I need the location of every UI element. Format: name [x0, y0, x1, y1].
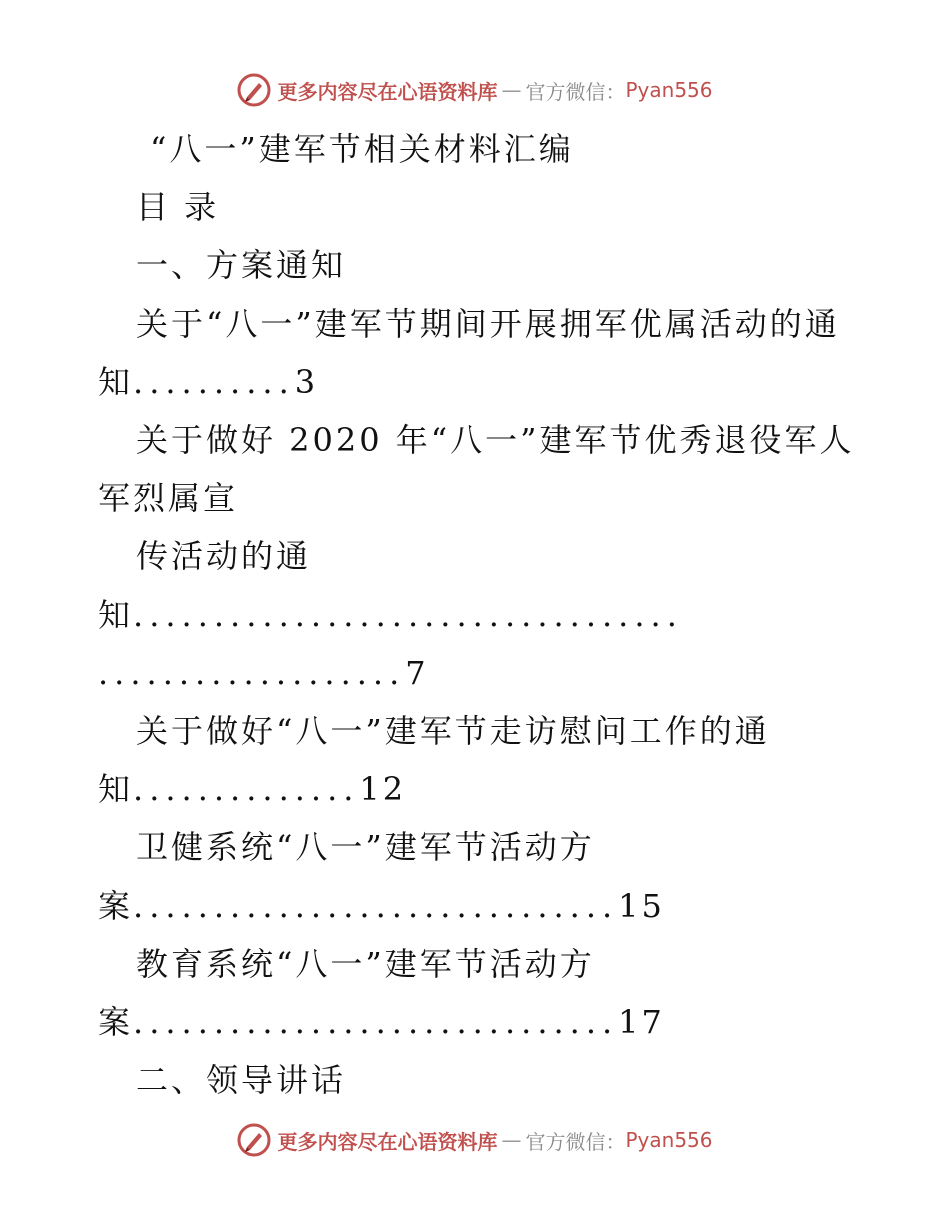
document-body	[98, 120, 858, 1109]
toc-entry-4-leader: 案..............................15	[98, 886, 665, 925]
watermark-separator: —	[501, 1128, 522, 1152]
watermark-text: 更多内容尽在心语资料库	[277, 79, 498, 104]
toc-entry-1-text: 关于“八一”建军节期间开展拥军优属活动的通	[136, 304, 840, 343]
pen-logo-icon	[237, 1123, 271, 1157]
toc-entry-2-cont: 军烈属宣	[98, 479, 239, 518]
toc-entry-1-page: 3	[294, 362, 319, 401]
toc-heading: 目 录	[136, 188, 220, 227]
pen-logo-icon	[237, 73, 271, 107]
toc-entry-3-text: 关于做好“八一”建军节走访慰问工作的通	[136, 712, 770, 751]
watermark-official-label: 官方微信：	[525, 79, 626, 104]
toc-entry-2-text: 关于做好 2020 年“八一”建军节优秀退役军人	[136, 421, 855, 460]
section-heading-2: 二、领导讲话	[136, 1061, 347, 1100]
watermark-separator: —	[501, 78, 522, 102]
toc-entry-5-leader: 案..............................17	[98, 1003, 665, 1042]
toc-entry-4-page: 15	[618, 886, 665, 925]
watermark-header	[0, 70, 950, 110]
toc-entry-2-leader-cont: ...................7	[98, 653, 429, 692]
section-heading-1: 一、方案通知	[136, 246, 347, 285]
toc-entry-5-text: 教育系统“八一”建军节活动方	[136, 944, 595, 983]
watermark-footer	[0, 1120, 950, 1160]
watermark-official-label: 官方微信：	[525, 1129, 626, 1154]
toc-entry-5-page: 17	[618, 1003, 665, 1042]
document-title: “八一”建军节相关材料汇编	[150, 130, 574, 168]
watermark-wechat-id: Pyan556	[625, 1128, 713, 1152]
watermark-wechat-id: Pyan556	[625, 78, 713, 102]
toc-entry-3-page: 12	[359, 770, 407, 809]
toc-entry-1-leader: 知..........3	[98, 362, 319, 401]
toc-entry-3-leader: 知..............12	[98, 770, 407, 809]
watermark-text: 更多内容尽在心语资料库	[277, 1129, 498, 1154]
toc-entry-2-text2: 传活动的通	[136, 537, 312, 576]
toc-entry-4-text: 卫健系统“八一”建军节活动方	[136, 828, 595, 867]
toc-entry-2-page: 7	[405, 653, 429, 692]
toc-entry-2-leader: 知..................................	[98, 595, 683, 634]
